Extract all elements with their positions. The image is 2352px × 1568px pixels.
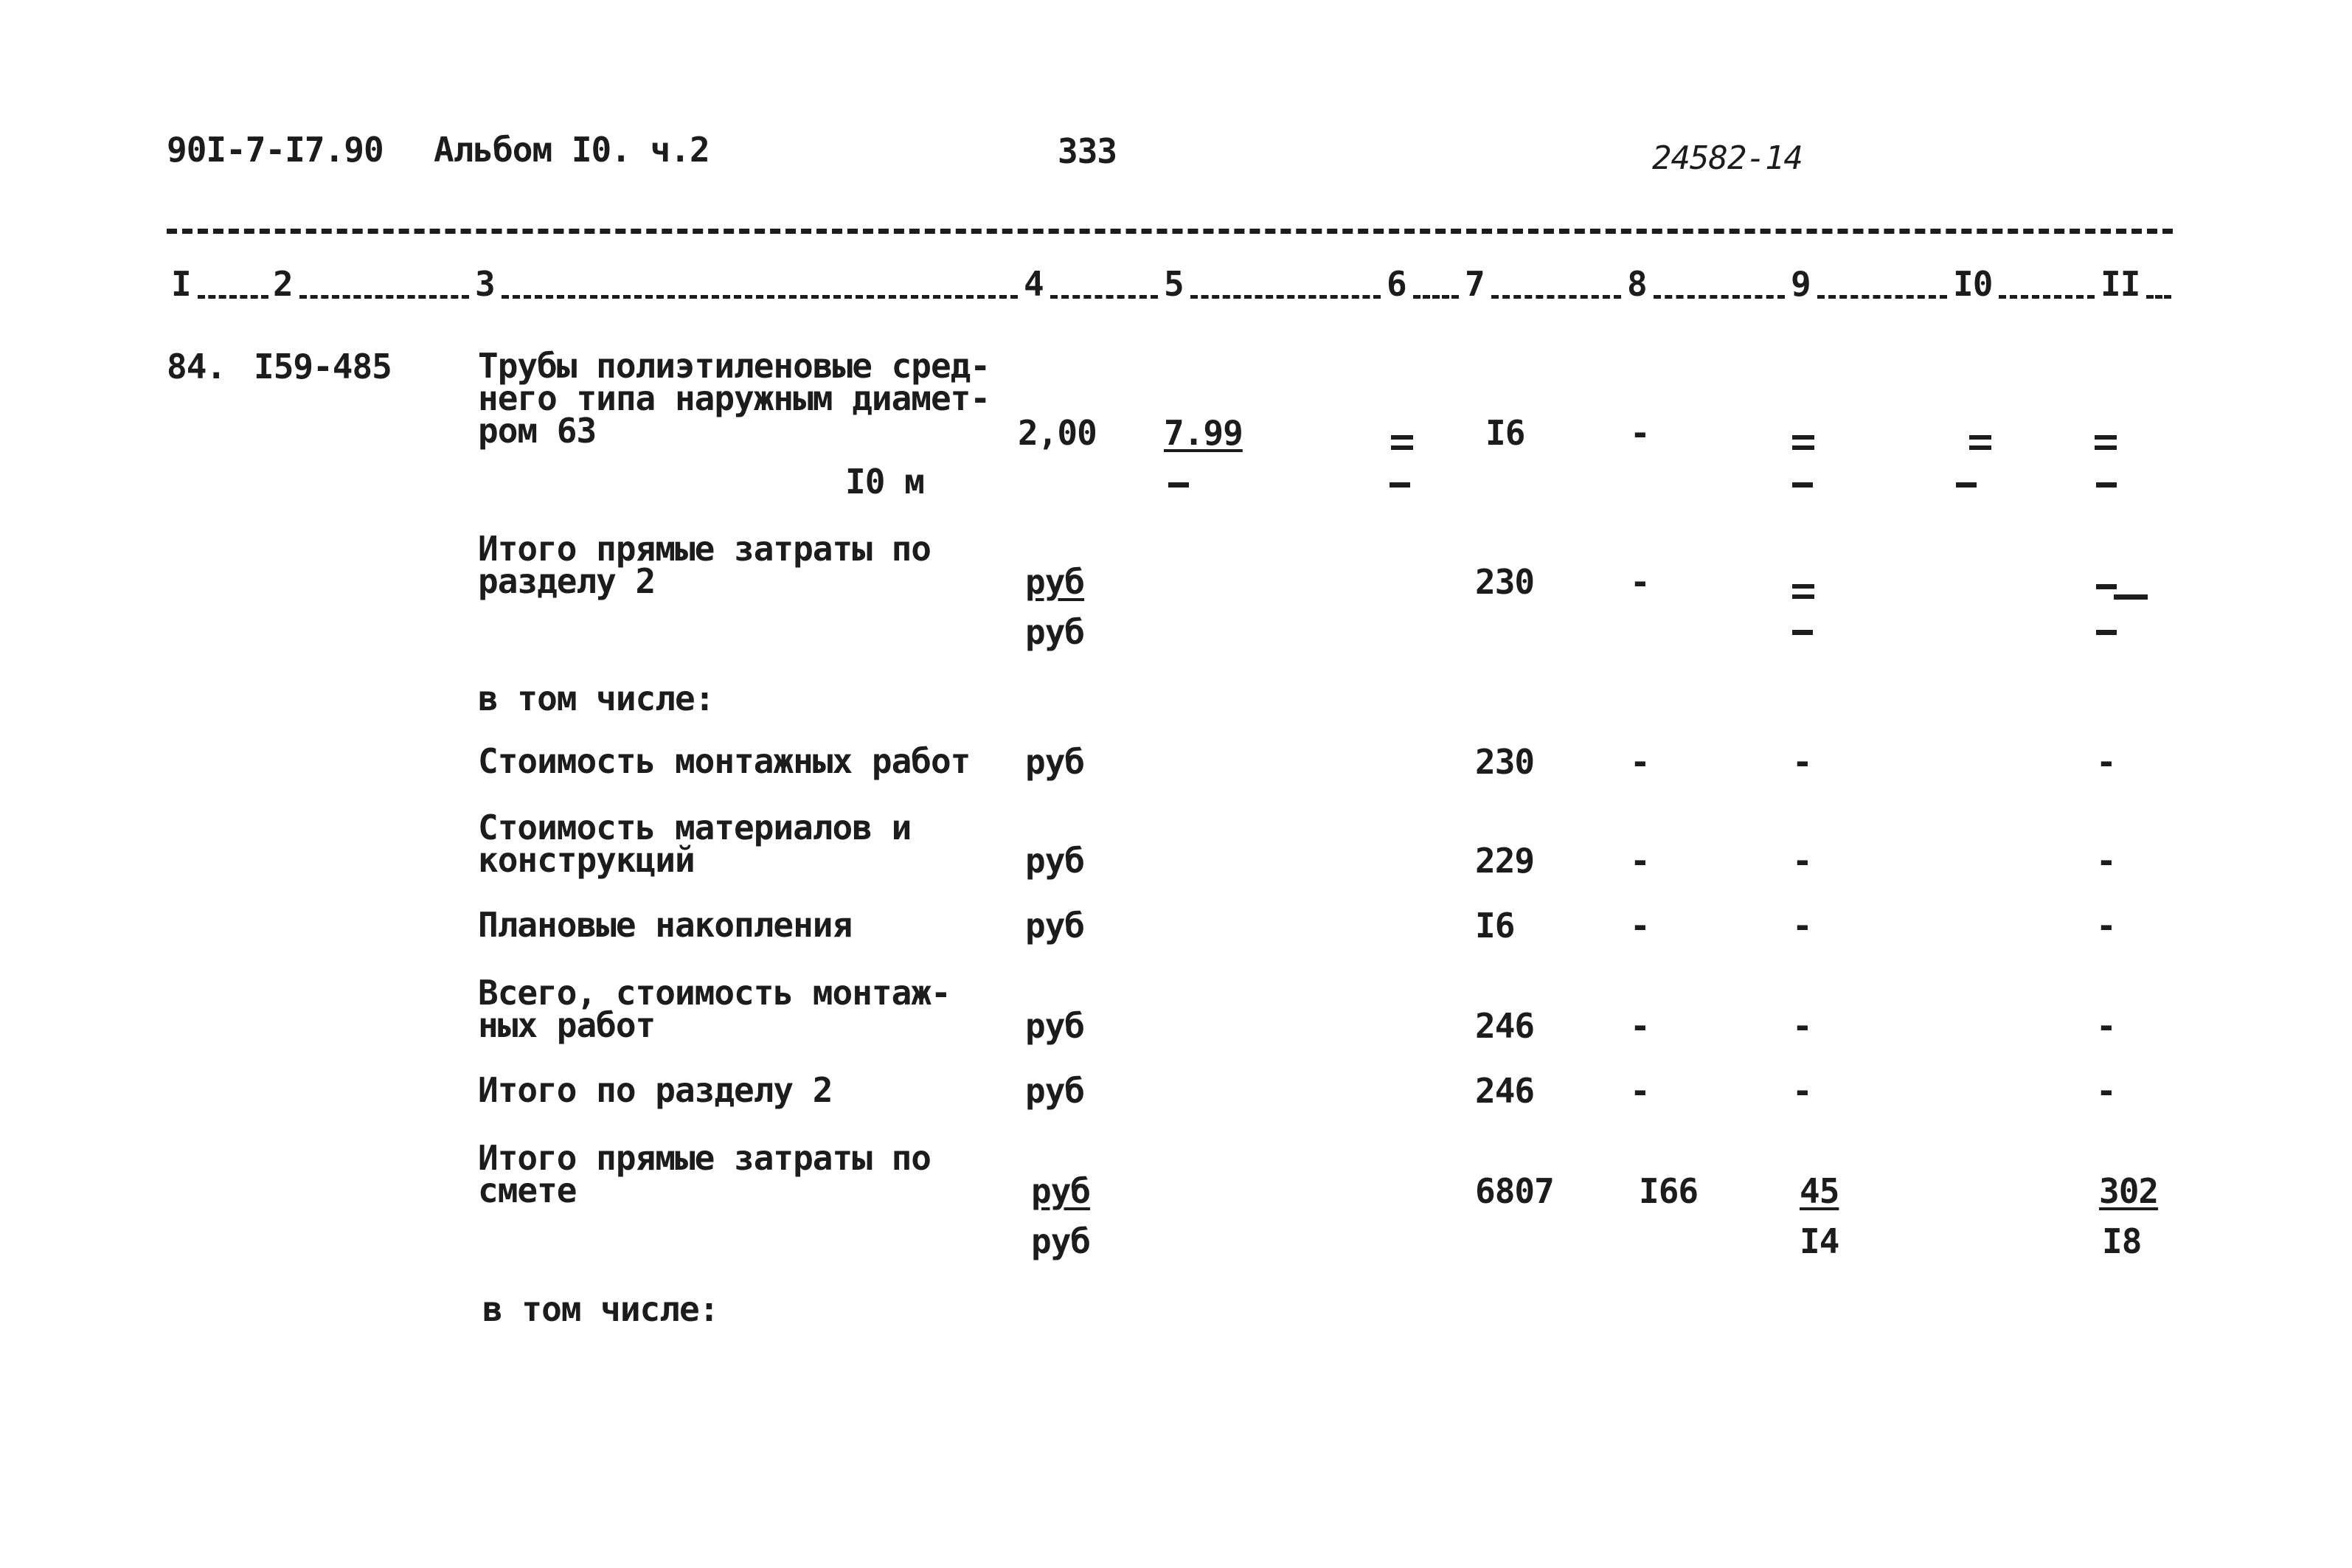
row-unit-top: руб	[1031, 1171, 1091, 1211]
column-number: I	[171, 264, 191, 304]
row-col9-value: -	[1792, 1006, 1812, 1046]
row-label: Итого прямые затраты по смете	[478, 1138, 931, 1210]
dash-mark	[2096, 630, 2117, 635]
row-unit-bottom: руб	[1031, 1221, 1091, 1261]
header-rule	[167, 229, 2173, 234]
dash-mark	[1956, 482, 1977, 488]
row-unit: руб	[1025, 1006, 1085, 1046]
row-unit: руб	[1025, 906, 1085, 946]
dash-mark	[1792, 482, 1813, 488]
row-col11-value: -	[2096, 742, 2116, 782]
row-unit: руб	[1025, 742, 1085, 782]
column-number: II	[2101, 264, 2140, 304]
row-col11-top: 302	[2099, 1171, 2159, 1211]
row-col9-value: -	[1792, 1071, 1812, 1111]
row-col7-value: 6807	[1475, 1171, 1554, 1211]
row-col7-value: I6	[1475, 906, 1515, 946]
column-number: I0	[1953, 264, 1993, 304]
row-unit: руб	[1025, 841, 1085, 881]
row-col9-top: 45	[1800, 1171, 1839, 1211]
row-col7-value: 230	[1475, 562, 1535, 602]
row-col9-value: -	[1792, 742, 1812, 782]
row-col11-value: -	[2096, 1071, 2116, 1111]
page-number: 333	[1058, 131, 1117, 171]
row-col8-value: -	[1630, 742, 1650, 782]
dash-mark	[2096, 584, 2117, 589]
dash-mark	[2096, 482, 2117, 488]
including-label: в том числе:	[478, 679, 715, 718]
item-description: Трубы полиэтиленовые сред- него типа наружным диамет- ром 63	[478, 346, 991, 451]
column-number: 9	[1791, 264, 1811, 304]
row-col7-value: 229	[1475, 841, 1535, 881]
fraction-dash	[1965, 435, 2003, 453]
row-col7-value: 246	[1475, 1006, 1535, 1046]
row-unit: руб	[1025, 1071, 1085, 1111]
column-number: 3	[475, 264, 495, 304]
column-number: 2	[273, 264, 293, 304]
column-divider	[299, 295, 469, 299]
row-col11-value: -	[2096, 906, 2116, 946]
row-col8-value: I66	[1639, 1171, 1699, 1211]
item-unit-price: 7.99	[1164, 413, 1243, 453]
column-divider	[1817, 295, 1947, 299]
column-divider	[1050, 295, 1158, 299]
item-col8-value: -	[1630, 413, 1650, 453]
column-divider	[502, 295, 1018, 299]
dash-mark	[1390, 482, 1410, 488]
item-quantity: 2,00	[1018, 413, 1097, 453]
row-col9-value: -	[1792, 841, 1812, 881]
fraction-dash	[1788, 584, 1826, 602]
row-col11-value: -	[2096, 1006, 2116, 1046]
column-divider	[2146, 295, 2171, 299]
dash-mark	[1792, 630, 1813, 635]
album-label: Альбом I0. ч.2	[434, 130, 710, 170]
row-col8-value: -	[1630, 1071, 1650, 1111]
row-col9-bottom: I4	[1800, 1221, 1839, 1261]
row-col8-value: -	[1630, 906, 1650, 946]
dash-mark	[1168, 482, 1189, 488]
row-label: Стоимость монтажных работ	[478, 741, 971, 781]
archive-number: 24582-14	[1652, 139, 1803, 177]
row-col9-value: -	[1792, 906, 1812, 946]
row-label: Плановые накопления	[478, 905, 853, 945]
column-divider	[198, 295, 268, 299]
column-number: 4	[1024, 264, 1044, 304]
item-number: 84.	[167, 347, 226, 386]
column-divider	[1654, 295, 1785, 299]
column-number: 6	[1387, 264, 1406, 304]
row-col8-value: -	[1630, 562, 1650, 602]
row-col11-value: -	[2096, 841, 2116, 881]
row-label: Стоимость материалов и конструкций	[478, 808, 912, 880]
column-divider	[1999, 295, 2095, 299]
column-divider	[1491, 295, 1621, 299]
row-label: Всего, стоимость монтаж- ных работ	[478, 973, 951, 1045]
row-col8-value: -	[1630, 1006, 1650, 1046]
row-col7-value: 246	[1475, 1071, 1535, 1111]
including-label: в том числе:	[482, 1289, 719, 1329]
fraction-dash	[1387, 435, 1425, 453]
item-code: I59-485	[254, 347, 392, 386]
fraction-dash	[2090, 435, 2129, 453]
row-unit-top: руб	[1025, 562, 1085, 602]
row-col11-bottom: I8	[2102, 1221, 2142, 1261]
item-unit: I0 м	[845, 462, 924, 502]
column-number: 8	[1627, 264, 1647, 304]
column-divider	[1413, 295, 1459, 299]
row-label: Итого по разделу 2	[478, 1070, 833, 1110]
row-label: Итого прямые затраты по разделу 2	[478, 529, 931, 601]
fraction-dash	[1788, 435, 1826, 453]
row-col7-value: 230	[1475, 742, 1535, 782]
column-divider	[1190, 295, 1381, 299]
row-unit-bottom: руб	[1025, 612, 1085, 652]
column-number: 5	[1164, 264, 1184, 304]
row-col8-value: -	[1630, 841, 1650, 881]
doc-code: 90I-7-I7.90	[167, 130, 384, 170]
dash-mark	[2114, 594, 2148, 600]
column-number: 7	[1465, 264, 1485, 304]
item-col7-value: I6	[1485, 413, 1525, 453]
